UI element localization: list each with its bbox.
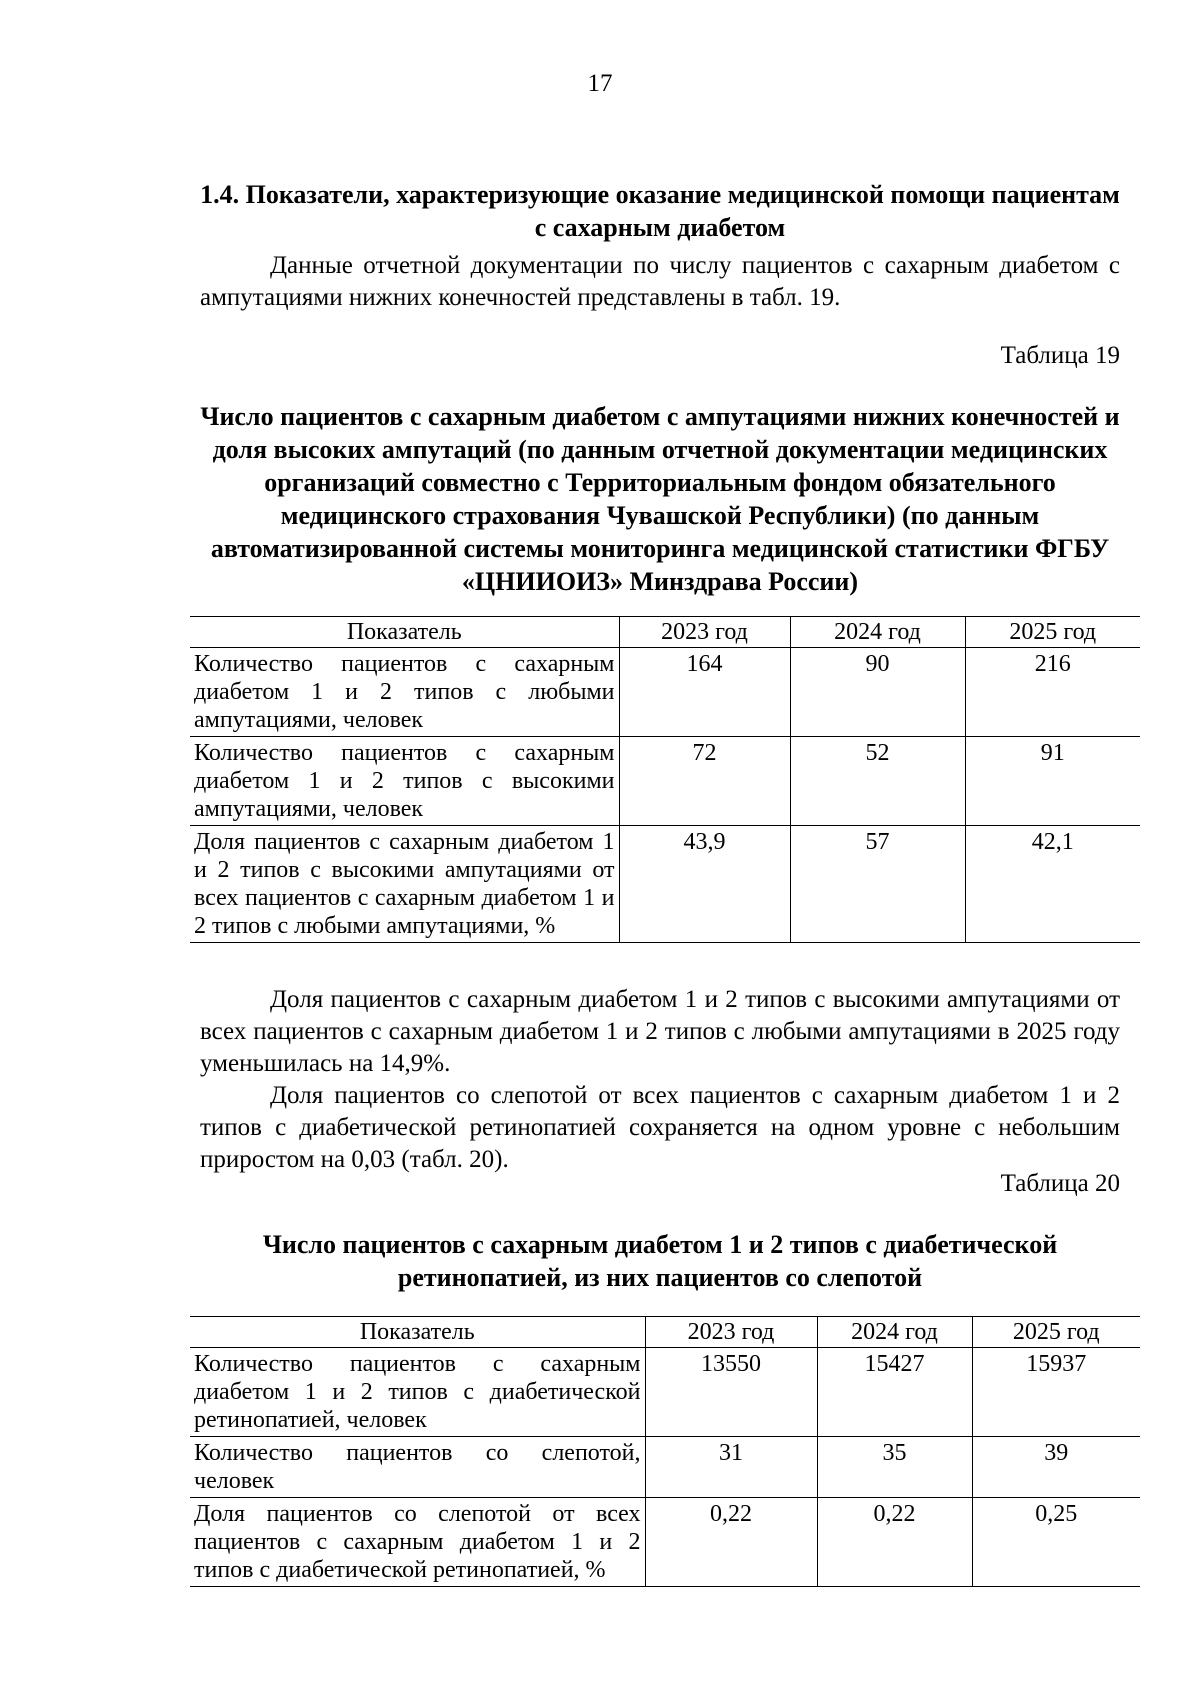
- cell-2024: 35: [817, 1437, 972, 1498]
- cell-2024: 57: [790, 826, 965, 943]
- table20-header-2025: 2025 год: [972, 1317, 1140, 1348]
- page-number: 17: [587, 70, 613, 97]
- table19-header-2024: 2024 год: [790, 617, 965, 648]
- cell-2024: 52: [790, 737, 965, 826]
- cell-2023: 31: [645, 1437, 817, 1498]
- table20-header-indicator: Показатель: [190, 1317, 645, 1348]
- cell-2025: 15937: [972, 1348, 1140, 1437]
- table19: [190, 616, 1140, 943]
- paragraph-2-text: Доля пациентов с сахарным диабетом 1 и 2 типов с высокими ампутациями от всех пациентов с сахарным диабетом 1 и 2 типов с любыми ампутациями в 2025 году уменьшилась на 14,9%.: [200, 986, 1120, 1077]
- cell-2024: 90: [790, 648, 965, 737]
- row-label: Количество пациентов с сахарным диабетом 1 и 2 типов с высокими ампутациями, человек: [190, 737, 619, 826]
- table20-header-row: [190, 1317, 1140, 1348]
- table-row: [190, 1348, 1140, 1437]
- table19-header-2025: 2025 год: [965, 617, 1140, 648]
- table20-header-2024: 2024 год: [817, 1317, 972, 1348]
- cell-2025: 216: [965, 648, 1140, 737]
- cell-2024: 0,22: [817, 1498, 972, 1587]
- cell-2023: 13550: [645, 1348, 817, 1437]
- section-heading: 1.4. Показатели, характеризующие оказание медицинской помощи пациентам с сахарным диабетом: [200, 180, 1120, 242]
- table19-title: Число пациентов с сахарным диабетом с ампутациями нижних конечностей и доля высоких ампутаций (по данным отчетной документации медицинских организаций совместно с Территориальным фондом обязательного медицинского страхования Чувашской Республики) (по данным автоматизированной системы мониторинга медицинской статистики ФГБУ «ЦНИИОИЗ» Минздрава России): [200, 402, 1120, 596]
- cell-2023: 72: [619, 737, 790, 826]
- table-row: [190, 826, 1140, 943]
- table-row: [190, 1437, 1140, 1498]
- row-label: Доля пациентов с сахарным диабетом 1 и 2 типов с высокими ампутациями от всех пациентов с сахарным диабетом 1 и 2 типов с любыми ампутациями, %: [190, 826, 619, 943]
- table20: [190, 1316, 1140, 1587]
- cell-2023: 43,9: [619, 826, 790, 943]
- cell-2024: 15427: [817, 1348, 972, 1437]
- table19-label: Таблица 19: [1000, 342, 1120, 369]
- cell-2025: 91: [965, 737, 1140, 826]
- row-label: Количество пациентов с сахарным диабетом 1 и 2 типов с диабетической ретинопатией, человек: [190, 1348, 645, 1437]
- table19-header-indicator: Показатель: [190, 617, 619, 648]
- table-row: [190, 1498, 1140, 1587]
- table20-title: Число пациентов с сахарным диабетом 1 и 2 типов с диабетической ретинопатией, из них пациентов со слепотой: [262, 1230, 1058, 1292]
- table-row: [190, 737, 1140, 826]
- paragraph-2: [200, 984, 1120, 1080]
- cell-2023: 0,22: [645, 1498, 817, 1587]
- table20-label: Таблица 20: [1000, 1170, 1120, 1197]
- cell-2025: 0,25: [972, 1498, 1140, 1587]
- cell-2023: 164: [619, 648, 790, 737]
- table20-header-2023: 2023 год: [645, 1317, 817, 1348]
- table-row: [190, 648, 1140, 737]
- intro-paragraph-text: Данные отчетной документации по числу пациентов с сахарным диабетом с ампутациями нижних конечностей представлены в табл. 19.: [200, 252, 1120, 311]
- table19-header-row: [190, 617, 1140, 648]
- intro-paragraph: [200, 250, 1120, 314]
- paragraph-3: [200, 1080, 1120, 1176]
- cell-2025: 39: [972, 1437, 1140, 1498]
- paragraph-3-text: Доля пациентов со слепотой от всех пациентов с сахарным диабетом 1 и 2 типов с диабетической ретинопатией сохраняется на одном уровне с небольшим приростом на 0,03 (табл. 20).: [200, 1082, 1120, 1173]
- cell-2025: 42,1: [965, 826, 1140, 943]
- row-label: Количество пациентов с сахарным диабетом 1 и 2 типов с любыми ампутациями, человек: [190, 648, 619, 737]
- row-label: Доля пациентов со слепотой от всех пациентов с сахарным диабетом 1 и 2 типов с диабетической ретинопатией, %: [190, 1498, 645, 1587]
- row-label: Количество пациентов со слепотой, человек: [190, 1437, 645, 1498]
- table19-header-2023: 2023 год: [619, 617, 790, 648]
